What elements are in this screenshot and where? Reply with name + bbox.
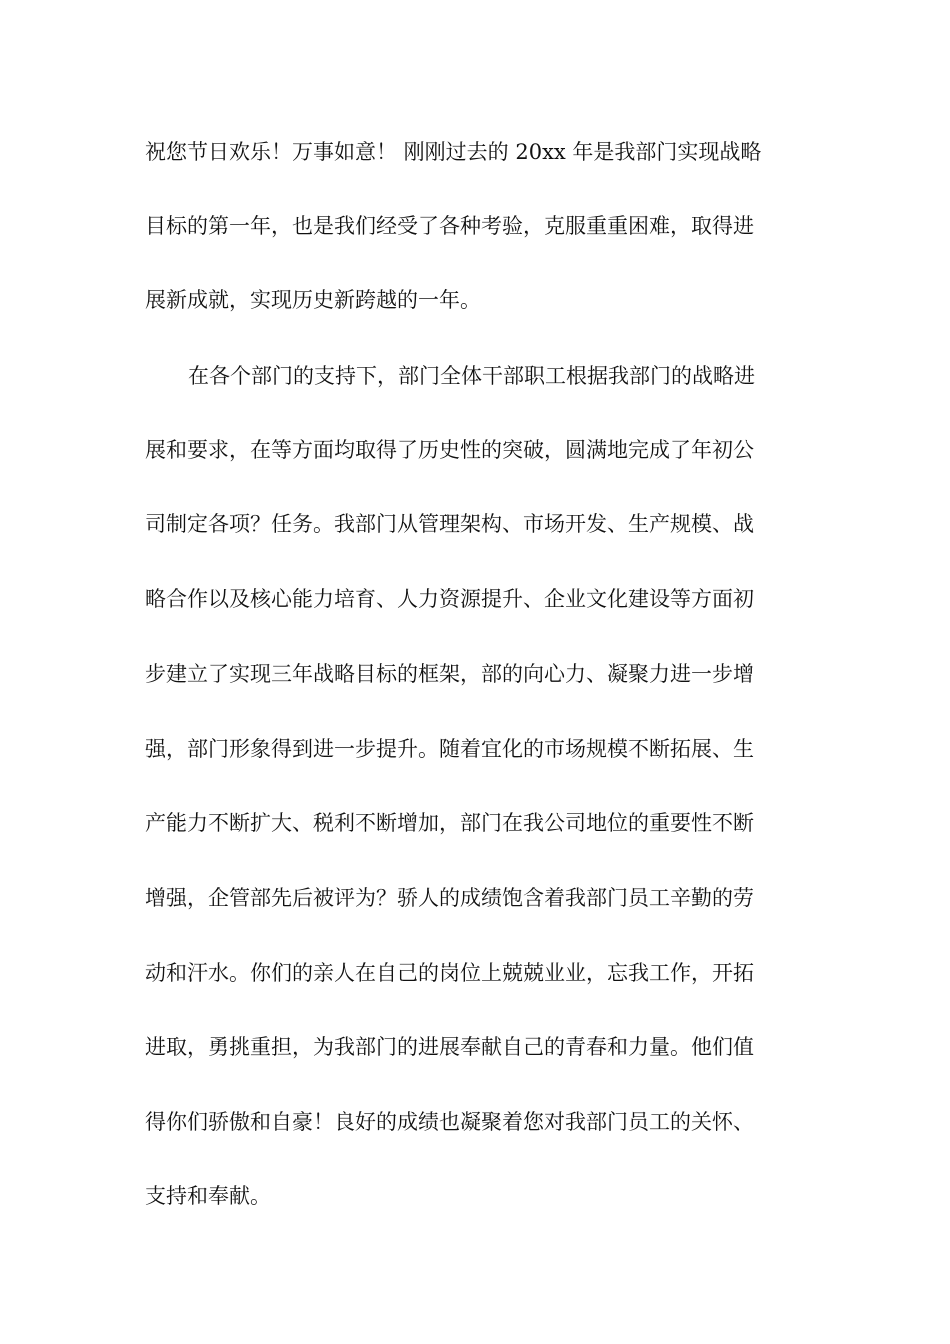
- text-line: 展和要求，在等方面均取得了历史性的突破，圆满地完成了年初公: [145, 438, 754, 462]
- text-line: 进取，勇挑重担，为我部门的进展奉献自己的青春和力量。他们值: [145, 1035, 754, 1059]
- text-line: 动和汗水。你们的亲人在自己的岗位上兢兢业业，忘我工作，开拓: [145, 961, 754, 985]
- text-line: 在各个部门的支持下，部门全体干部职工根据我部门的战略进: [188, 364, 755, 388]
- text-line: 产能力不断扩大、税利不断增加，部门在我公司地位的重要性不断: [145, 811, 754, 835]
- text-line: 祝您节日欢乐！万事如意！ 刚刚过去的 20xx 年是我部门实现战略: [145, 140, 762, 164]
- text-line: 强，部门形象得到进一步提升。随着宜化的市场规模不断拓展、生: [145, 737, 754, 761]
- text-line: 目标的第一年，也是我们经受了各种考验，克服重重困难，取得进: [145, 214, 754, 238]
- text-line: 步建立了实现三年战略目标的框架，部的向心力、凝聚力进一步增: [145, 662, 754, 686]
- text-line: 增强，企管部先后被评为？骄人的成绩饱含着我部门员工辛勤的劳: [145, 886, 754, 910]
- text-line: 略合作以及核心能力培育、人力资源提升、企业文化建设等方面初: [145, 587, 754, 611]
- text-line: 得你们骄傲和自豪！良好的成绩也凝聚着您对我部门员工的关怀、: [145, 1110, 754, 1134]
- text-line: 支持和奉献。: [145, 1184, 271, 1208]
- text-line: 展新成就，实现历史新跨越的一年。: [145, 288, 481, 312]
- text-line: 司制定各项？任务。我部门从管理架构、市场开发、生产规模、战: [145, 512, 754, 536]
